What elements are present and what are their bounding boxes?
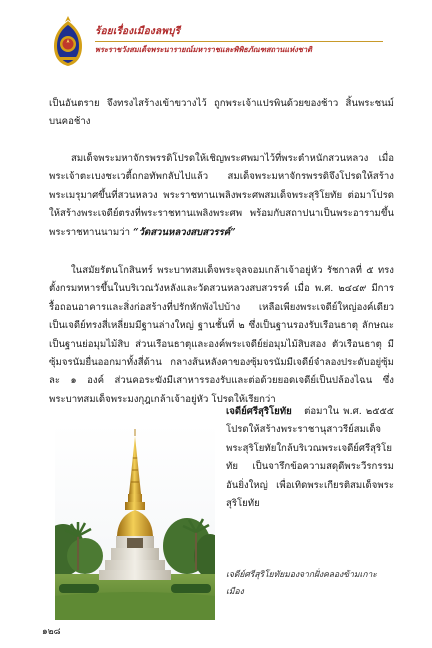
paragraph-4-rest: ต่อมาใน พ.ศ. ๒๕๕๕ โปรดให้สร้างพระราชานุสาวรีย์สมเด็จพระสุริโยทัยใกล้บริเวณพระเจดีย์ศรีสุริโยทัย เป็นจารึกข้อความสดุดีพระวีรกรรมอันยิ่งใหญ่ เพื่อเทิดพระเกียรติสมเด็จพระสุริโยทัย [226,406,394,510]
page-header [0,0,432,72]
paragraph-3 [49,262,394,409]
header-subtitle: พระราชวังสมเด็จพระนารายณ์มหาราชและพิพิธภัณฑสถานแห่งชาติ [95,45,313,54]
chedi-name: เจดีย์ศรีสุริโยทัย [226,406,292,417]
temple-name-quote: “วัดสวนหลวงสบสวรรค์” [133,226,236,238]
page-number: ๑๒๘ [42,627,61,637]
royal-emblem-icon [50,14,86,68]
header-divider [95,41,383,42]
paragraph-1-text: เป็นอันตราย จึงทรงไสร้างเข้าขวางไว้ ถูกพระเจ้าแปรพินด้วยของช้าว สิ้นพระชนม์บนคอช้าง [49,98,394,128]
header-text [95,24,383,56]
paragraph-2-text [49,150,394,242]
paragraph-2-main: สมเด็จพระมหาจักรพรรดิโปรดให้เชิญพระศพมาไว้ที่พระตำหนักสวนหลวง เมื่อพระเจ้าตะเบงชะเวตี้ถกอทัพกลับไปแล้ว สมเด็จพระมหาจักรพรรดิจึงโปรดให้สร้างพระเมรุมาศขึ้นที่สวนหลวง พระราชทานเพลิงพระศพสมเด็จพระสุริโยทัย ต่อมาโปรดให้สร้างพระเจดีย์ตรงที่พระราชทานเพลิงพระศพ พร้อมกับสถาปนาเป็นพระอารามขึ้น พระราชทานนามว่า [49,153,394,238]
paragraph-3-text: ในสมัยรัตนโกสินทร์ พระบาทสมเด็จพระจุลจอมเกล้าเจ้าอยู่หัว รัชกาลที่ ๕ ทรงตั้งกรมทหารขึ้นในบริเวณวังหลังและวัดสวนหลวงสบสวรรค์ เมื่อ พ.ศ. ๒๔๔๙ มีการรื้อถอนอาคารและสิ่งก่อสร้างที่ปรักหักพังไปบ้าง เหลือเพียงพระเจดีย์ใหญ่องค์เดียว เป็นเจดีย์ทรงสี่เหลี่ยมมีฐานล่างใหญ่ ฐานชั้นที่ ๒ ซึ่งเป็นฐานรองรับเรือนธาตุ ลักษณะเป็นฐานย่อมุมไม้สิบ ส่วนเรือนธาตุและองค์พระเจดีย์ย่อมุมไม้สิบสอง ตัวเรือนธาตุ มีซุ้มจรนัมยื่นออกมาทั้งสี่ด้าน กลางส้นหลังคาของซุ้มจรนัมมีเจดีย์จำลองประดับอยู่ซุ้มละ ๑ องค์ ส่วนคอระฆังมีเสาหารรองรับและต่อด้วยยอดเจดีย์เป็นปล้องไฉน ซึ่งพระบาทสมเด็จพระมงกุฎเกล้าเจ้าอยู่หัว โปรดให้เรียกว่า [49,265,394,405]
photo-caption: เจดีย์ศรีสุริโยทัยมองจากฝั่งคลองข้ามเกาะเมือง [226,570,377,597]
paragraph-1 [49,95,394,132]
paragraph-2 [49,150,394,242]
paragraph-4 [226,403,394,513]
chedi-photo [55,424,215,620]
paragraph-4-text [226,403,394,513]
header-title: ร้อยเรื่องเมืองลพบุรี [95,26,181,37]
